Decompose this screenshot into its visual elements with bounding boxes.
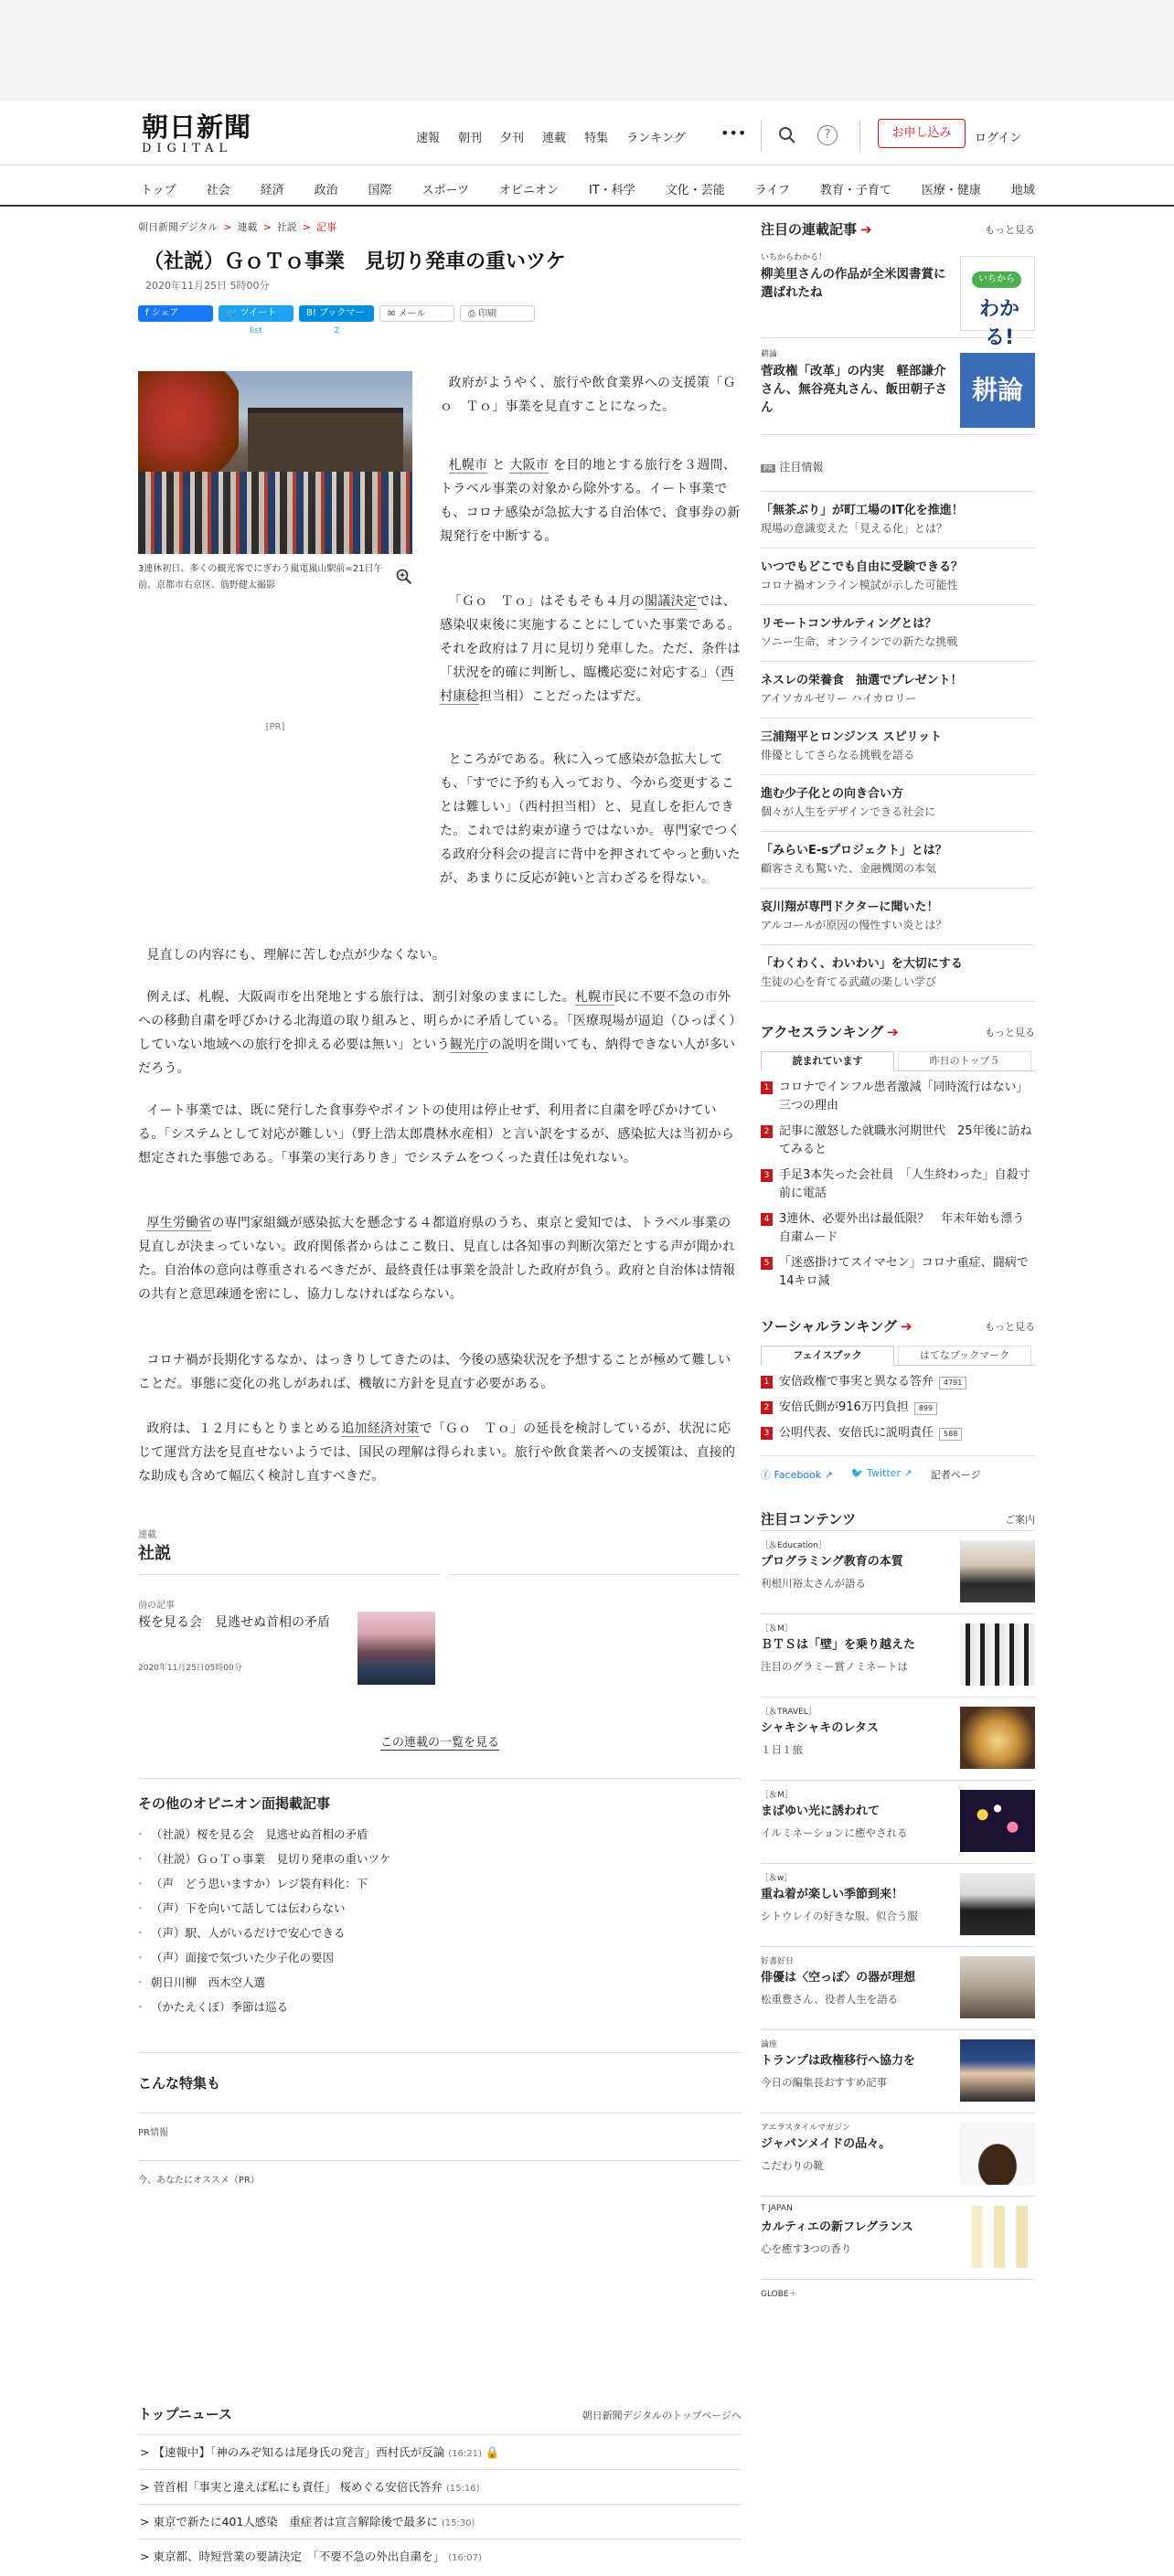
pr-info-label: PR情報	[138, 2113, 742, 2160]
category-item[interactable]: ライフ	[754, 184, 790, 197]
pr-item[interactable]: いつでもどこでも自由に受験できる？ コロナ禍オンライン模試が示した可能性	[761, 548, 1035, 605]
content-thumbnail[interactable]	[960, 1873, 1035, 1935]
contents-title: 注目コンテンツ	[761, 1511, 857, 1528]
article-paragraph: 厚生労働省の専門家組織が感染拡大を懸念する４都道府県のうち、東京と愛知では、トラベル事業の見直しが決まっていない。政府関係者からはここ数日、見直しは各知事の判断次第だとする声が聞かれた。自治体の意向は尊重されるべきだが、最終責任は事業を設計した政府が負う。政府と自治体は情報の共有と意思疎通を密にし、協力しなければならない。	[138, 1216, 736, 1302]
article-title: （社説）ＧｏＴｏ事業 見切り発車の重いツケ	[144, 250, 566, 273]
tab-facebook[interactable]: フェイスブック	[761, 1346, 894, 1366]
category-item[interactable]: 地域	[1010, 184, 1035, 197]
category-item[interactable]: 社会	[206, 184, 230, 197]
twitter-share-label: ツイート	[240, 308, 277, 318]
social-links	[761, 1455, 1035, 1482]
tab-most-read[interactable]: 読まれています	[761, 1051, 894, 1071]
ranking-item[interactable]: 3 公明代表、安倍氏に説明責任 588	[761, 1424, 1035, 1442]
breadcrumb-item[interactable]: 連載	[237, 221, 258, 233]
arrow-right-icon: ➔	[900, 1318, 913, 1335]
features-heading: こんな特集も	[138, 2075, 221, 2092]
sidebar	[761, 219, 1035, 2307]
category-item[interactable]: 医療・健康	[921, 184, 981, 197]
news-item[interactable]: > 【速報中】「神のみぞ知るは尾身氏の発言」西村氏が反論 (16:21) 🔒	[138, 2434, 742, 2469]
print-button[interactable]: ⎙ 印刷	[460, 305, 535, 322]
twitter-share-button[interactable]: 🐦 ツイート list	[219, 305, 294, 322]
category-item[interactable]: 文化・芸能	[665, 184, 725, 197]
content-thumbnail[interactable]	[960, 1707, 1035, 1769]
hatena-label: ブックマーク	[306, 308, 365, 335]
logo-subtext: DIGITAL	[142, 142, 233, 155]
facebook-share-label: シェア	[151, 308, 179, 318]
content-thumbnail[interactable]	[960, 1540, 1035, 1602]
nav-yukan[interactable]: 夕刊	[500, 132, 525, 145]
zoom-icon[interactable]	[396, 569, 412, 585]
header-divider	[761, 121, 762, 152]
list-item[interactable]: ・ （声）面接で気づいた少子化の要因	[138, 1945, 742, 1970]
news-item[interactable]: > 菅首相「事実と違えば私にも責任」 桜めぐる安倍氏答弁 (15:16)	[138, 2469, 742, 2504]
keyword-link[interactable]: 札幌市	[574, 990, 614, 1005]
nav-rensai[interactable]: 連載	[542, 132, 567, 145]
category-item[interactable]: 政治	[314, 184, 338, 197]
breadcrumb-item[interactable]: 社説	[276, 221, 297, 233]
article-paragraph: 例えば、札幌、大阪両市を出発地とする旅行は、割引対象のままにした。札幌市民に不要不急の市外への移動自粛を呼びかける北海道の取り組みと、明らかに矛盾している。「医療現場が逼迫（ひっぱく）していない地域への旅行を抑える必要は無い」という観光庁の説明を聞いても、納得できない人が多いだろう。	[138, 990, 736, 1076]
list-item[interactable]: ・ （声）駅、人がいるだけで安心できる	[138, 1921, 742, 1945]
ranking-item[interactable]: 1 コロナでインフル患者激減「同時流行はない」三つの理由	[761, 1079, 1035, 1115]
series-card-title[interactable]: 柳美里さんの作品が全米図書賞に選ばれたね	[761, 267, 946, 300]
series-more-link[interactable]: もっと見る	[985, 224, 1035, 236]
featured-contents	[761, 1509, 1035, 2307]
ranking-item[interactable]: 4 3連休、必要外出は最低限？ 年末年始も漂う自粛ムード	[761, 1210, 1035, 1247]
pr-item[interactable]: 「わくわく、わいわい」を大切にする 生徒の心を育てる武蔵の楽しい学び	[761, 945, 1035, 1002]
ranking-item[interactable]: 1 安倍政権で事実と異なる答弁 4791	[761, 1373, 1035, 1391]
prev-article-thumbnail[interactable]	[358, 1612, 435, 1685]
article-paragraph: 見直しの内容にも、理解に苦しむ点が少なくない。	[146, 948, 445, 963]
series-card-title[interactable]: 菅政権「改革」の内実 軽部謙介さん、無谷亮丸さん、飯田朝子さん	[761, 364, 948, 415]
arrow-right-icon: ➔	[860, 221, 872, 238]
pr-item[interactable]: ネスレの栄養食 抽選でプレゼント！ アイソカルゼリー ハイカロリー	[761, 662, 1035, 719]
contents-header	[761, 1509, 1035, 1531]
breadcrumb: 朝日新聞デジタル > 連載 > 社説 > 記事	[138, 221, 336, 233]
series-name[interactable]: 社説	[138, 1544, 171, 1563]
see-all-label: この連載の一覧を見る	[379, 1736, 499, 1750]
series-section-title: 注目の連載記事	[761, 221, 858, 238]
pr-section	[761, 446, 1035, 1002]
series-card-thumbnail[interactable]: いちから わかる!	[960, 256, 1035, 331]
facebook-share-button[interactable]: f シェア	[138, 305, 213, 322]
breadcrumb-current: 記事	[316, 221, 336, 233]
list-item[interactable]: ・ （声 どう思いますか）レジ袋有料化：下	[138, 1871, 742, 1896]
breadcrumb-item[interactable]: 朝日新聞デジタル	[138, 221, 219, 233]
content-card[interactable]: 好書好日 俳優は〈空っぽ〉の器が理想 松重豊さん、役者人生を語る	[761, 1947, 1035, 2030]
nav-sokuho[interactable]: 速報	[416, 132, 441, 145]
news-item[interactable]: > 東京で新たに401人感染 重症者は宣言解除後で最多に (15:30)	[138, 2504, 742, 2539]
nav-ranking[interactable]: ランキング	[626, 132, 686, 145]
social-ranking-title: ソーシャルランキング	[761, 1318, 897, 1335]
article-paragraph: コロナ禍が長期化するなか、はっきりしてきたのは、今後の感染状況を予想することが極めて難しいことだ。事態に変化の兆しがあれば、機敏に方針を見直す必要がある。	[138, 1353, 731, 1391]
category-item[interactable]: 教育・子育て	[819, 184, 891, 197]
series-label: 連載	[138, 1530, 156, 1540]
content-card[interactable]: アエラスタイルマガジン ジャパンメイドの品々。 こだわりの靴	[761, 2113, 1035, 2197]
content-card[interactable]: 論座 トランプは政権移行へ協力を 今日の編集長おすすめ記事	[761, 2030, 1035, 2113]
header-nav	[416, 128, 704, 145]
category-item[interactable]: IT・科学	[588, 184, 635, 197]
share-count: 4791	[939, 1377, 966, 1389]
article-photo[interactable]	[138, 371, 412, 554]
access-more-link[interactable]: もっと見る	[985, 1027, 1035, 1038]
series-card[interactable]	[761, 338, 1035, 435]
site-logo[interactable]	[142, 112, 261, 155]
content-thumbnail[interactable]	[960, 1956, 1035, 2018]
twitter-count[interactable]: list	[250, 326, 262, 335]
content-card[interactable]: ［＆M］ まばゆい光に誘われて イルミネーションに癒やされる	[761, 1781, 1035, 1864]
pr-item[interactable]: 進む少子化との向き合い方 個々が人生をデザインできる社会に	[761, 775, 1035, 832]
help-icon[interactable]: ?	[817, 125, 838, 145]
see-all-series-link[interactable]	[138, 1732, 742, 1750]
series-section-header	[761, 219, 1035, 241]
keyword-link[interactable]: 札幌市	[448, 458, 488, 473]
share-count: 899	[914, 1402, 937, 1415]
category-item[interactable]: スポーツ	[422, 184, 470, 197]
header-divider	[859, 121, 860, 152]
tab-yesterday-top5[interactable]: 昨日のトップ５	[898, 1051, 1031, 1070]
social-more-link[interactable]: もっと見る	[985, 1321, 1035, 1333]
pr-item[interactable]: 「無茶ぶり」が町工場のIT化を推進！ 現場の意識変えた「見える化」とは？	[761, 492, 1035, 548]
prev-article-title[interactable]: 桜を見る会 見逃せぬ首相の矛盾	[138, 1615, 330, 1630]
search-icon[interactable]	[778, 126, 796, 144]
share-count: 588	[939, 1428, 962, 1441]
content-card[interactable]: ［＆w］ 重ね着が楽しい季節到来！ シトウレイの好きな服、似合う服	[761, 1864, 1035, 1947]
article-paragraph: 札幌市 と 大阪市 を目的地とする旅行を３週間、トラベル事業の対象から除外する。イート事業でも、コロナ感染が急拡大する自治体で、食事券の新規発行を中断する。	[440, 458, 741, 544]
keyword-link[interactable]: 西村康稔	[440, 665, 734, 704]
access-ranking	[761, 1022, 1035, 1291]
hatena-bookmark-button[interactable]: B! ブックマーク 2	[299, 305, 374, 322]
pr-ad-slot: [PR]	[265, 722, 285, 732]
subscribe-button[interactable]: お申し込み	[878, 119, 966, 148]
content-card[interactable]: T JAPAN カルティエの新フレグランス 心を癒す3つの香り	[761, 2197, 1035, 2280]
other-opinion-heading: その他のオピニオン面掲載記事	[138, 1795, 331, 1812]
keyword-link[interactable]: 閣議決定	[645, 594, 698, 609]
keyword-link[interactable]: 追加経済対策	[341, 1421, 420, 1436]
other-opinion-list	[138, 1778, 742, 2019]
list-item[interactable]: ・ （社説）桜を見る会 見逃せぬ首相の矛盾	[138, 1822, 742, 1847]
series-card-kicker: いちからわかる！	[761, 253, 827, 262]
category-item[interactable]: トップ	[141, 184, 176, 197]
content-thumbnail[interactable]	[960, 1790, 1035, 1852]
hatena-count[interactable]: 2	[334, 326, 339, 335]
ranking-item[interactable]: 2 記事に激怒した就職氷河期世代 25年後に訪ねてみると	[761, 1123, 1035, 1159]
content-thumbnail[interactable]	[960, 1623, 1035, 1686]
top-news-more-link[interactable]: 朝日新聞デジタルのトップページへ	[582, 2410, 742, 2422]
content-card[interactable]: ［＆TRAVEL］ シャキシャキのレタス １日１旅	[761, 1698, 1035, 1781]
category-item[interactable]: オピニオン	[498, 184, 559, 197]
list-item[interactable]: ・ （声）下を向いて話しては伝わらない	[138, 1896, 742, 1921]
content-thumbnail[interactable]	[960, 2206, 1035, 2268]
article-figure	[138, 371, 412, 594]
reporter-page-link[interactable]: 記者ページ	[930, 1469, 981, 1481]
ranking-item[interactable]: 2 安倍氏側が916万円負担 899	[761, 1399, 1035, 1417]
category-nav	[0, 165, 1174, 207]
top-news	[138, 2404, 742, 2573]
ranking-item[interactable]: 3 手足3本失った会社員 「人生終わった」自殺寸前に電話	[761, 1166, 1035, 1203]
nav-choukan[interactable]: 朝刊	[458, 132, 483, 145]
pr-item[interactable]: 「みらいE-sプロジェクト」とは？ 顧客さえも驚いた、金融機関の本気	[761, 832, 1035, 889]
list-item[interactable]: ・ （かたえくぼ）季節は巡る	[138, 1995, 742, 2019]
access-tabs	[761, 1051, 1035, 1071]
arrow-right-icon: ➔	[887, 1024, 899, 1040]
mail-button[interactable]: ✉ メール	[379, 305, 454, 322]
content-card[interactable]: GLOBE＋	[761, 2290, 797, 2299]
content-card[interactable]: ［＆M］ ＢＴＳは「壁」を乗り越えた 注目のグラミー賞ノミネートは	[761, 1614, 1035, 1698]
prev-article-date: 2020年11月25日05時00分	[138, 1664, 242, 1673]
category-item[interactable]: 国際	[368, 184, 392, 197]
article-paragraph: 政府は、１２月にもとりまとめる追加経済対策で「Ｇｏ Ｔｏ」の延長を検討しているが、状況に応じて運営方法を見直せないようでは、国民の理解は得られまい。旅行や飲食業者への支援策は、直接的な助成も含めて幅広く検討し直すべきだ。	[138, 1421, 736, 1484]
pr-tag: PR	[761, 464, 775, 473]
prev-article-card[interactable]	[138, 1579, 742, 1688]
list-item[interactable]: ・ （社説）ＧｏＴｏ事業 見切り発車の重いツケ	[138, 1847, 742, 1871]
nav-tokushu[interactable]: 特集	[584, 132, 609, 145]
article-paragraph: 「Ｇｏ Ｔｏ」はそもそも４月の閣議決定では、感染収束後に実施することにしていた事業である。それを政府は７月に見切り発車した。ただ、条件は「状況を的確に判断し、臨機応変に対応する」（西村康稔担当相）ことだったはずだ。	[440, 594, 741, 704]
series-card-kicker: 耕論	[761, 350, 778, 359]
top-ad-band	[0, 0, 1174, 101]
tab-hatena[interactable]: はてなブックマーク	[898, 1346, 1031, 1365]
logo-text: 朝日新聞	[142, 112, 252, 143]
prev-article-label: 前の記事	[138, 1601, 175, 1611]
series-card-thumbnail[interactable]: 耕論	[960, 353, 1035, 428]
article-paragraph: ところがである。秋に入って感染が急拡大しても、「すでに予約も入っており、今から変更することは難しい」（西村担当相）と、見直しを拒んできた。これでは約束が違うではないか。専門家でつくる政府分科会の提言に背中を押されてやっと動いたが、あまりに反応が鈍いと言わざるを得ない。	[440, 752, 741, 886]
ranking-item[interactable]: 5 「迷惑掛けてスイマセン」コロナ重症、闘病で14キロ減	[761, 1254, 1035, 1291]
pr-item[interactable]: リモートコンサルティングとは？ ソニー生命、オンラインでの新たな挑戦	[761, 605, 1035, 662]
social-tabs	[761, 1346, 1035, 1366]
access-ranking-title: アクセスランキング	[761, 1024, 884, 1040]
keyword-link[interactable]: 厚生労働省	[146, 1216, 212, 1230]
facebook-link[interactable]: ⓕ Facebook ↗	[761, 1469, 833, 1481]
top-news-heading: トップニュース	[138, 2406, 233, 2422]
twitter-link[interactable]: 🐦 Twitter ↗	[850, 1467, 913, 1479]
list-item[interactable]: ・ 朝日川柳 西木空人選	[138, 1970, 742, 1995]
article-paragraph: 政府がようやく、旅行や飲食業界への支援策「Ｇｏ Ｔｏ」事業を見直すことになった。	[440, 376, 736, 414]
social-ranking-header	[761, 1316, 1035, 1338]
share-bar	[138, 305, 742, 333]
article-date: 2020年11月25日 5時00分	[145, 280, 270, 292]
contents-more-link[interactable]: ご案内	[1005, 1514, 1035, 1526]
content-thumbnail[interactable]	[960, 2039, 1035, 2102]
social-ranking	[761, 1316, 1035, 1482]
more-menu-icon[interactable]: •••	[720, 124, 747, 142]
content-thumbnail[interactable]	[960, 2123, 1035, 2185]
series-box	[138, 1527, 742, 1688]
pr-section-header: PR 注目情報	[761, 446, 1035, 492]
category-item[interactable]: 経済	[260, 184, 284, 197]
news-item[interactable]: > 東京都、時短営業の要請決定 「不要不急の外出自粛を」 (16:07)	[138, 2539, 742, 2573]
photo-caption: 3連休初日、多くの観光客でにぎわう嵐電嵐山駅前=21日午前、京都市右京区、筋野健太撮影	[138, 564, 383, 591]
lock-icon: 🔒	[485, 2445, 500, 2459]
article-paragraph: イート事業では、既に発行した食事券やポイントの使用は停止せず、利用者に自粛を呼びかけている。「システムとして対応が難しい」（野上浩太郎農林水産相）と言い訳をするが、感染拡大は当初から想定された事態である。「事業の実行ありき」でシステムをつくった責任は免れない。	[138, 1103, 734, 1166]
series-card[interactable]	[761, 241, 1035, 349]
keyword-link[interactable]: 大阪市	[509, 458, 550, 473]
features-section	[138, 2052, 742, 2208]
keyword-link[interactable]: 観光庁	[449, 1038, 489, 1052]
login-link[interactable]: ログイン	[975, 132, 1022, 145]
recommend-label: 今、あなたにオススメ（PR）	[138, 2160, 742, 2208]
mail-label: メール	[398, 309, 426, 319]
pr-item[interactable]: 三浦翔平とロンジンス スピリット 俳優としてさらなる挑戦を語る	[761, 719, 1035, 775]
article-main	[138, 219, 742, 2563]
site-header	[0, 101, 1174, 165]
pr-item[interactable]: 哀川翔が専門ドクターに聞いた！ アルコールが原因の慢性すい炎とは？	[761, 889, 1035, 945]
print-label: 印刷	[478, 309, 497, 319]
access-ranking-header	[761, 1022, 1035, 1044]
content-card[interactable]: ［＆Education］ プログラミング教育の本質 利根川裕太さんが語る	[761, 1531, 1035, 1614]
